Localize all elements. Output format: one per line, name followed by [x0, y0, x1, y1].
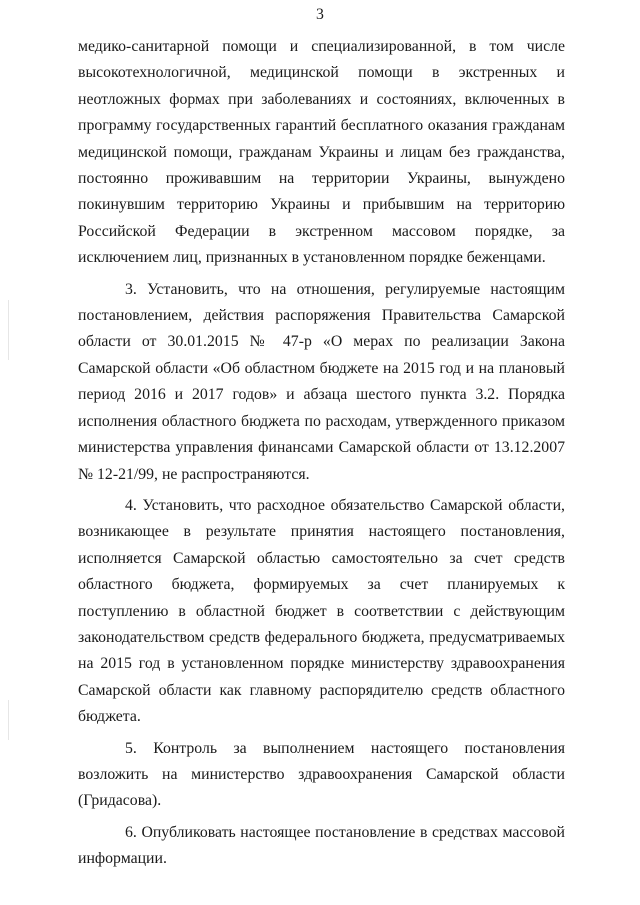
scan-edge-mark-lower [8, 700, 9, 740]
paragraph-item-5: 5. Контроль за выполнением настоящего постановления возложить на министерство здравоохранения Самарской области (Гридасова). [78, 739, 565, 810]
scan-edge-mark [8, 300, 9, 360]
paragraph-item-6: 6. Опубликовать настоящее постановление в средствах массовой информации. [78, 823, 565, 868]
paragraph-continuation: медико-санитарной помощи и специализированной, в том числе высокотехнологичной, медицинской помощи в экстренных и неотложных формах при заболеваниях и состояниях, включенных в программу государственных гарантий бесплатного оказания гражданам медицинской помощи, гражданам Украины и лицам без гражданства, постоянно проживавшим на территории Украины, вынуждено покинувшим территорию Украины и прибывшим на территорию Российской Федерации в экстренном массовом порядке, за исключением лиц, признанных в установленном порядке беженцами. [78, 38, 565, 267]
page-number: 3 [316, 6, 324, 23]
document-body [78, 34, 565, 873]
paragraph-item-3: 3. Установить, что на отношения, регулируемые настоящим постановлением, действия распоряжения Правительства Самарской области от 30.01.2015 № 47-р «О мерах по реализации Закона Самарской области «Об областном бюджете на 2015 год и на плановый период 2016 и 2017 годов» и абзаца шестого пункта 3.2. Порядка исполнения областного бюджета по расходам, утвержденного приказом министерства управления финансами Самарской области от 13.12.2007 № 12-21/99, не распространяются. [78, 280, 565, 483]
paragraph-item-4: 4. Установить, что расходное обязательство Самарской области, возникающее в результате принятия настоящего постановления, исполняется Самарской областью самостоятельно за счет средств областного бюджета, формируемых за счет планируемых к поступлению в областной бюджет в соответствии с действующим законодательством средств федерального бюджета, предусматриваемых на 2015 год в установленном порядке министерству здравоохранения Самарской области как главному распорядителю средств областного бюджета. [78, 496, 565, 726]
